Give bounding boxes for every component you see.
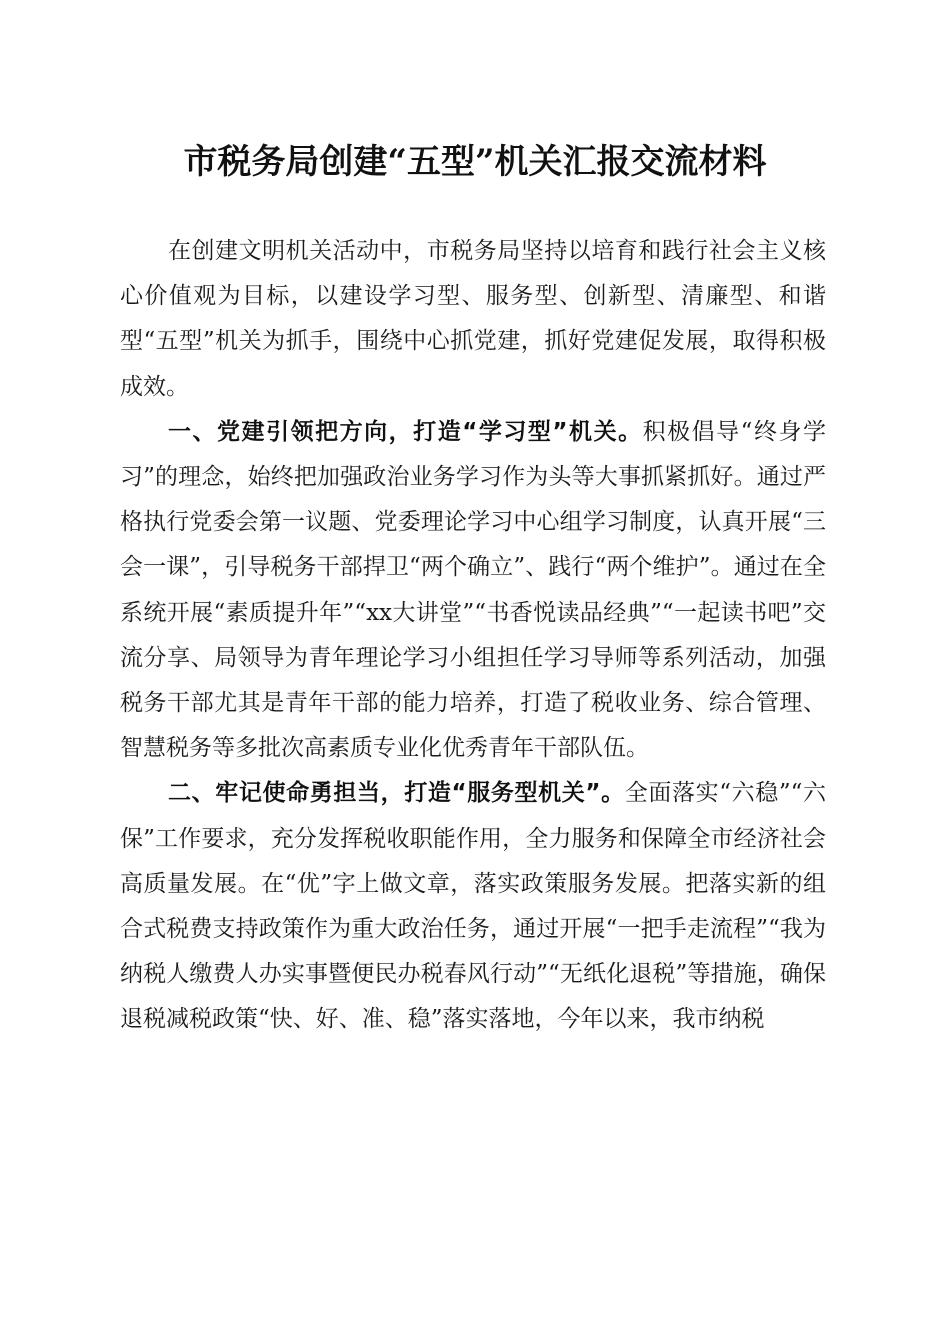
section-heading-1: 一、党建引领把方向，打造“学习型”机关。 <box>168 418 643 445</box>
document-title: 市税务局创建“五型”机关汇报交流材料 <box>183 142 767 182</box>
intro-paragraph: 在创建文明机关活动中，市税务局坚持以培育和践行社会主义核心价值观为目标，以建设学习型、服务型、创新型、清廉型、和谐型“五型”机关为抓手，围绕中心抓党建，抓好党建促发展，取得积极成效。 <box>120 238 826 400</box>
section-body-1: 积极倡导“终身学习”的理念，始终把加强政治业务学习作为头等大事抓紧抓好。通过严格执行党委会第一议题、党委理论学习中心组学习制度，认真开展“三会一课”，引导税务干部捍卫“两个确立”、践行“两个维护”。通过在全系统开展“素质提升年”“xx大讲堂”“书香悦读品经典”“一起读书吧”交流分享、局领导为青年理论学习小组担任学习导师等系列活动，加强税务干部尤其是青年干部的能力培养，打造了税收业务、综合管理、智慧税务等多批次高素质专业化优秀青年干部队伍。 <box>120 418 826 762</box>
section-paragraph-1 <box>120 410 826 772</box>
section-paragraph-2 <box>120 771 826 1042</box>
section-body-2: 全面落实“六稳”“六保”工作要求，充分发挥税收职能作用，全力服务和保障全市经济社会高质量发展。在“优”字上做文章，落实政策服务发展。把落实新的组合式税费支持政策作为重大政治任务，通过开展“一把手走流程”“我为纳税人缴费人办实事暨便民办税春风行动”“无纸化退税”等措施，确保退税减税政策“快、好、准、稳”落实落地，今年以来，我市纳税 <box>120 780 827 1033</box>
document-body <box>120 229 826 1043</box>
section-heading-2: 二、牢记使命勇担当，打造“服务型机关”。 <box>168 780 625 807</box>
